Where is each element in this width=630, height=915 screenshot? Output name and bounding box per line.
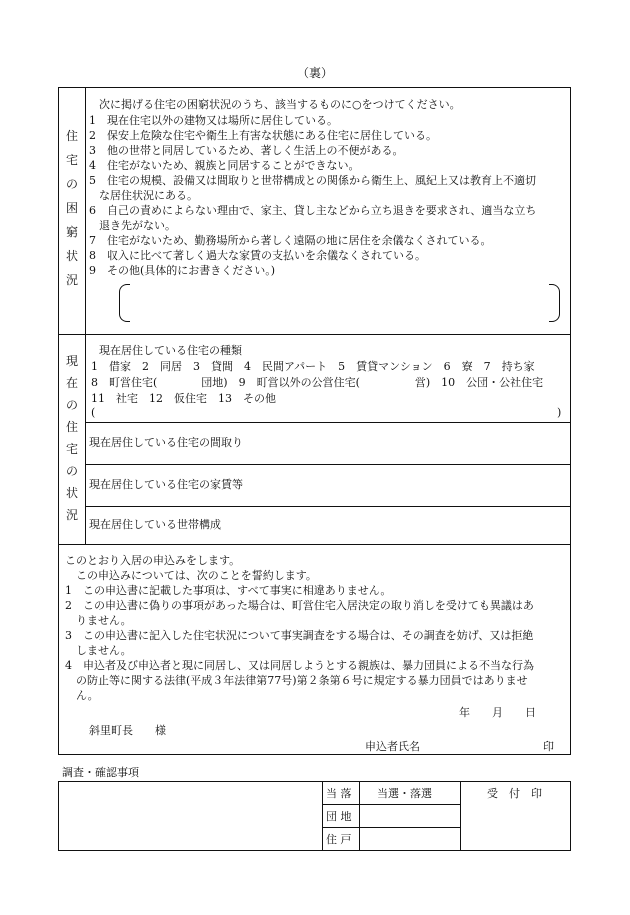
divider <box>85 334 86 544</box>
hardship-item: 退き先がない。 <box>99 219 176 232</box>
hardship-intro: 次に掲げる住宅の困窮状況のうち、該当するものに○をつけてください。 <box>99 98 461 111</box>
paren-open: ( <box>91 406 96 419</box>
oath-line: 4 申込者及び申込者と現に同居し、又は同居しようとする親族は、暴力団員による不当な行為 <box>65 659 534 672</box>
hardship-label: 住 宅 の 困 窮 状 況 <box>65 129 78 287</box>
housing-type-options: 1 借家 2 同居 3 貸間 4 民間アパート 5 賃貸マンション 6 寮 7 持ち家 <box>91 360 535 373</box>
divider <box>85 422 570 423</box>
household-field[interactable]: 現在居住している世帯構成 <box>89 518 221 531</box>
oath-line: この申込みについては、次のことを誓約します。 <box>65 569 317 582</box>
hardship-item: 8 収入に比べて著しく過大な家賃の支払いを余儀なくされている。 <box>89 249 426 262</box>
hardship-item: 1 現在住宅以外の建物又は場所に居住している。 <box>89 114 338 127</box>
applicant-name-label: 申込者氏名 <box>365 740 420 753</box>
oath-line: しません。 <box>65 644 132 657</box>
hardship-item: 4 住宅がないため、親族と同居することができない。 <box>89 159 360 172</box>
rent-field[interactable]: 現在居住している住宅の家賃等 <box>89 478 243 491</box>
housing-type-options: 8 町営住宅( 団地) 9 町営以外の公営住宅( 営) 10 公団・公社住宅 <box>91 376 544 389</box>
hardship-item: な居住状況にある。 <box>99 189 198 202</box>
result-value: 当選・落選 <box>377 787 432 800</box>
complex-label: 団 地 <box>326 810 352 823</box>
paren-close: ) <box>557 406 562 419</box>
housing-type-options: 11 社宅 12 仮住宅 13 その他 <box>91 392 276 405</box>
hardship-item: 5 住宅の規模、設備又は間取りと世帯構成との関係から衛生上、風紀上又は教育上不適切 <box>89 174 536 187</box>
oath-line: の防止等に関する法律(平成３年法律第77号)第２条第６号に規定する暴力団員ではありませ <box>65 674 528 687</box>
hardship-item: 7 住宅がないため、勤務場所から著しく遠隔の地に居住を余儀なくされている。 <box>89 234 492 247</box>
divider <box>85 88 86 334</box>
hardship-item: 2 保安上危険な住宅や衛生上有害な状態にある住宅に居住している。 <box>89 129 437 142</box>
current-housing-label: 現 在 の 住 宅 の 状 況 <box>65 354 78 522</box>
page-header: （裏） <box>296 66 333 80</box>
divider <box>59 334 570 335</box>
application-form <box>58 87 571 755</box>
divider <box>85 506 570 507</box>
receipt-stamp-label: 受 付 印 <box>487 787 542 800</box>
applicant-name-field[interactable] <box>429 738 539 754</box>
other-bracket-right <box>549 284 560 322</box>
oath-line: 2 この申込書に偽りの事項があった場合は、町営住宅入居決定の取り消しを受けても異議はあ <box>65 599 534 612</box>
result-label: 当 落 <box>326 787 352 800</box>
oath-line: 1 この申込書に記載した事項は、すべて事実に相違ありません。 <box>65 584 392 597</box>
divider <box>85 464 570 465</box>
investigation-title: 調査・確認事項 <box>62 766 139 779</box>
seal-mark: 印 <box>543 740 554 753</box>
other-bracket-left <box>119 284 130 322</box>
investigation-table <box>58 781 571 851</box>
hardship-item: 9 その他(具体的にお書きください。) <box>89 264 276 277</box>
date-field[interactable]: 年 月 日 <box>459 706 536 719</box>
oath-line: このとおり入居の申込みをします。 <box>65 554 241 567</box>
other-details-field[interactable] <box>131 286 547 318</box>
hardship-item: 3 他の世帯と同居しているため、著しく生活上の不便がある。 <box>89 144 404 157</box>
oath-line: りません。 <box>65 614 132 627</box>
mayor-addressee: 斜里町長 様 <box>89 724 166 737</box>
oath-line: ん。 <box>65 689 99 702</box>
oath-line: 3 この申込書に記入した住宅状況について事実調査をする場合は、その調査を妨げ、又は拒絶 <box>65 629 534 642</box>
divider <box>59 544 570 545</box>
housing-type-title: 現在居住している住宅の種類 <box>99 344 242 357</box>
floor-plan-field[interactable]: 現在居住している住宅の間取り <box>89 436 243 449</box>
unit-label: 住 戸 <box>326 833 352 846</box>
hardship-item: 6 自己の責めによらない理由で、家主、貸し主などから立ち退きを要求され、適当な立ち <box>89 204 537 217</box>
